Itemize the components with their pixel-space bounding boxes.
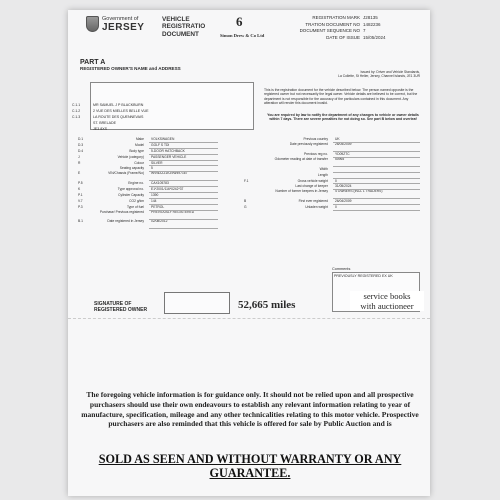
field-value: 0 [333,179,420,185]
field-code: P.5 [78,181,83,186]
field-label: Type of fuel [126,204,144,209]
document-title: VEHICLE REGISTRATIO DOCUMENT [162,16,206,38]
field-label: Last change of keeper [295,184,328,189]
field-value: 31/05/2024 [333,184,420,190]
field-value: 5 [149,166,218,172]
lot-number: 6 [236,14,243,29]
sold-as-seen-notice: SOLD AS SEEN AND WITHOUT WARRANTY OR ANY GUARANTEE. [98,452,402,481]
field-value: 0 [333,205,420,211]
owner-field-codes: C.1.1 C.1.2 C.1.3 [72,103,81,119]
field-value: PASSENGER VEHICLE [149,155,218,161]
field-code: G [244,205,247,210]
field-value: CAX105783 [149,181,218,187]
vehicle-field-row [78,211,218,220]
gov-line: Government of [102,16,139,22]
field-label: Model [135,142,144,147]
service-books-note: service books with auctioneer [350,291,424,311]
field-code: J [78,154,80,159]
registration-notice: This is the registration document for the vehicle described below. The person named opposite is the registered owner but not necessarily the legal owner. Vehicle details are believed to be correct, but the department is not responsible for the accuracy of the particulars contained in this document. Any alteration will render this document invalid. [264,88,418,105]
field-value: 26/04/2009 [333,143,420,152]
field-label: Odometer reading at date of transfer [274,156,328,161]
field-code: R [78,160,81,165]
owner-address: MR SAMUEL J P BLACKBURN 2 VUE DES MIELLES BELLE VUE LA ROUTE DES QUENNEVAIS ST. BRELADE JE3 8XS [93,103,149,131]
signature-label: SIGNATURE OF REGISTERED OWNER [94,301,148,313]
part-a-title: PART A [80,59,106,66]
field-label: Width [319,166,328,171]
field-value: UK [333,137,420,143]
field-code: K [78,187,81,192]
header-field: TRATION DOCUMENT NO 1482236 [305,21,381,27]
vehicle-details-right [244,137,420,211]
comments-text: PREVIOUSLY REGISTERED EX UK [334,274,393,278]
vehicle-field-row [244,205,420,211]
field-label: Engine no. [128,181,144,186]
field-value: PREVIOUSLY REGISTERED [149,211,218,220]
field-value: E1*2001/116*0242*37 [149,187,218,193]
field-label: Number of former keepers in Jersey [275,189,328,194]
vehicle-field-row [78,220,218,229]
legal-notice: You are required by law to notify the department of any changes to vehicle or owner details within 7 days. There are severe penalties for not doing so. See part B below and overleaf [267,113,419,122]
field-label: Purchase/ Previous registered [99,209,144,214]
field-code: D.1 [78,137,84,141]
field-value: SILVER [149,161,218,167]
field-code: V.7 [78,199,83,204]
header-field: DATE OF ISSUE 15/05/2024 [326,34,386,40]
jersey-crest-icon [86,16,99,32]
field-label: Seating capacity [119,166,144,171]
field-value: YD09ZTC [333,152,420,158]
field-code: B.1 [78,218,83,223]
vehicle-field-row [244,158,420,167]
field-code: P.3 [78,204,83,209]
field-code: D.4 [78,148,84,153]
signature-box [164,292,230,314]
field-code: P.1 [78,193,83,198]
issuer-address: Issued by: Driver and Vehicle Standards, La Collette, St Helier, Jersey, Channel Islands, JE1 3UR [338,70,420,79]
field-label: Previous country [303,137,328,141]
field-label: Cylinder Capacity [118,193,144,198]
vehicle-field-row [78,172,218,181]
jersey-wordmark: JERSEY [102,22,145,33]
field-label: Date previously registered [289,141,328,146]
header-field: REGISTRATION MARK J28135 [312,15,378,20]
field-value: 5-DOOR HATCHBACK [149,149,218,155]
field-label: Make [135,137,144,141]
field-code: B [244,199,247,204]
field-label: First ever registered [298,199,328,204]
field-value: VOLKSWAGEN [149,137,218,143]
field-label: Date registered in Jersey [107,218,144,223]
auction-disclaimer: The foregoing vehicle information is for guidance only. It should not be relied upon and all prospective purchasers should use their own endeavours to establish any relevant information relating to year of manufacture, specification, mileage and any other technicalities relating to this motor vehicle. Prospective purchasers are also reminded that this vehicle is offered for sale by Public Auction and is [81,390,419,429]
field-code: D.3 [78,142,84,147]
auction-stamp: Simon Drew & Co Ltd [220,33,265,38]
field-value: 1390 [149,193,218,199]
vehicle-field-row [244,143,420,152]
perforation-line [68,318,430,319]
field-value: 02/08/2012 [149,220,218,229]
field-label: Colour [134,160,144,165]
field-label: Vehicle (category) [117,154,144,159]
field-label: VIN/Chassis (Frame/No) [108,171,144,176]
field-value: PETROL [149,205,218,211]
comments-label: Comments [332,267,351,271]
field-label: Body type [129,148,144,153]
vehicle-field-row [244,190,420,199]
field-value: 26/04/2009 [333,199,420,205]
mileage-note: 52,665 miles [238,299,296,311]
vehicle-details-left [78,137,218,229]
field-value: 4 OWNERS (INCL 1 TRADERS) [333,190,420,199]
field-label: Length [317,172,328,177]
field-value: WVWZZZ1KZ9W497167 [149,172,218,181]
header-fields [290,15,418,41]
field-label: Previous reg no. [303,151,328,156]
field-value: GOLF S TDI [149,143,218,149]
field-label: Unladen weight [305,205,328,210]
part-a-subtitle: REGISTERED OWNER'S NAME and ADDRESS [80,66,181,71]
field-label: CO2 g/km [129,199,144,204]
field-code: E [78,171,81,176]
field-value: 50965 [333,158,420,167]
header-field: DOCUMENT SEQUENCE NO 7 [299,28,366,33]
field-code: F.1 [244,178,249,183]
field-label: Type approval no. [117,187,144,192]
field-value: 144 [149,199,218,205]
field-label: Gross vehicle weight [297,178,328,183]
